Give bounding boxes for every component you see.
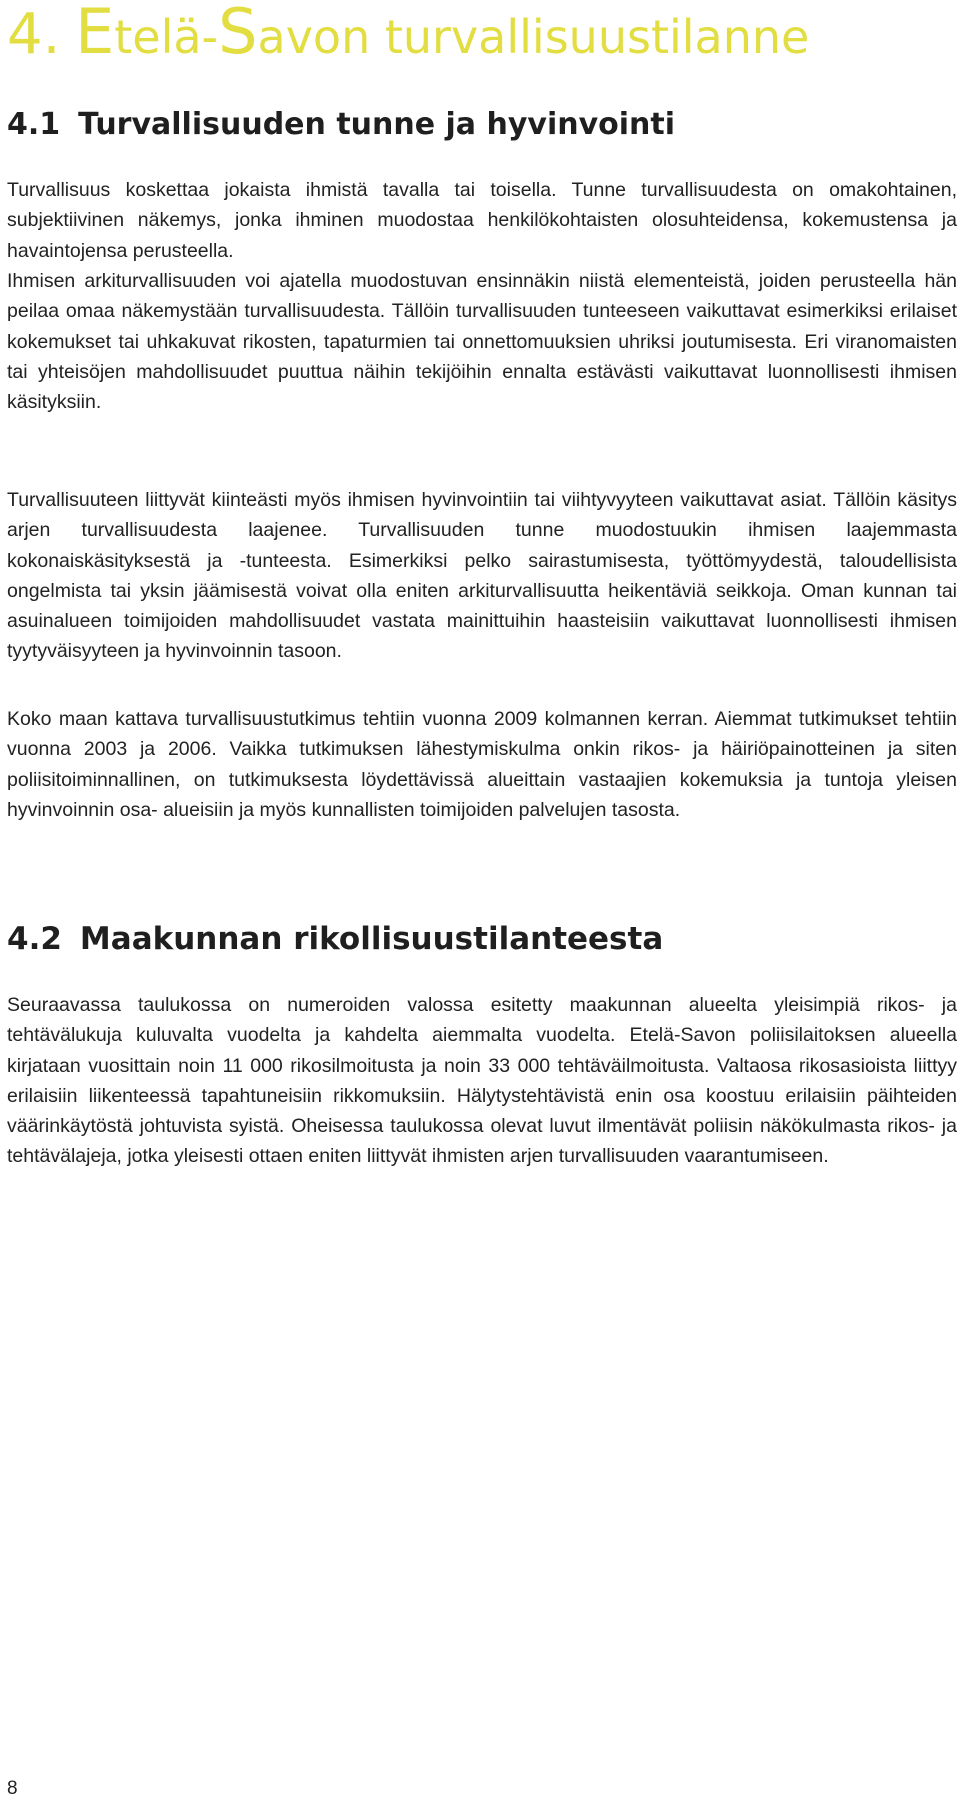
section-number: 4.1 — [7, 107, 61, 142]
section-number: 4.2 — [7, 921, 62, 957]
paragraph: Turvallisuuteen liittyvät kiinteästi myös ihmisen hyvinvointiin tai viihtyvyyteen vaikuttavat asiat. Tällöin käsitys arjen turvallisuudesta laajenee. Turvallisuuden tunne muodostuukin ihmisen laajemmasta kokonaiskäsityksestä ja -tunteesta. Esimerkiksi pelko sairastumisesta, työttömyydestä, taloudellisista ongelmista tai yksin jäämisestä voivat olla eniten arkiturvallisuutta heikentäviä seikkoja. Oman kunnan tai asuinalueen toimijoiden mahdollisuudet vastata mainittuihin haasteisiin vaikuttavat luonnollisesti ihmisen tyytyväisyyteen ja hyvinvoinnin tasoon. — [7, 489, 957, 663]
chapter-title-part: E — [75, 0, 115, 68]
section-title: Turvallisuuden tunne ja hyvinvointi — [78, 107, 676, 142]
chapter-number: 4. — [7, 2, 61, 67]
chapter-title — [7, 2, 809, 67]
paragraph: Turvallisuus koskettaa jokaista ihmistä tavalla tai toisella. Tunne turvallisuudesta on omakohtainen, subjektiivinen näkemys, jonka ihminen muodostaa henkilökohtaisten olosuhteidensa, kokemustensa ja havaintojensa perusteella. — [7, 179, 957, 262]
section-heading-4-1 — [7, 105, 675, 145]
chapter-title-part: telä- — [114, 10, 219, 64]
paragraph: Koko maan kattava turvallisuustutkimus tehtiin vuonna 2009 kolmannen kerran. Aiemmat tutkimukset tehtiin vuonna 2003 ja 2006. Vaikka tutkimuksen lähestymiskulma onkin rikos- ja häiriöpainotteinen ja siten poliisitoiminnallinen, on tutkimuksesta löydettävissä alueittain vastaajien kokemuksia ja tuntoja yleisen hyvinvoinnin osa- alueisiin ja myös kunnallisten toimijoiden palvelujen tasosta. — [7, 708, 957, 821]
paragraph: Ihmisen arkiturvallisuuden voi ajatella muodostuvan ensinnäkin niistä elementeistä, joiden perusteella hän peilaa omaa näkemystään turvallisuudesta. Tällöin turvallisuuden tunteeseen vaikuttavat esimerkiksi erilaiset kokemukset tai uhkakuvat rikosten, tapaturmien tai onnettomuuksien uhriksi joutumisesta. Eri viranomaisten tai yhteisöjen mahdollisuudet puuttua näihin tekijöihin ennalta estävästi vaikuttavat luonnollisesti ihmisen käsityksiin. — [7, 270, 957, 414]
section-title: Maakunnan rikollisuustilanteesta — [79, 921, 664, 957]
chapter-title-part: avon turvallisuustilanne — [257, 10, 810, 64]
chapter-title-part: S — [218, 0, 258, 68]
paragraph: Seuraavassa taulukossa on numeroiden valossa esitetty maakunnan alueelta yleisimpiä rikos- ja tehtävälukuja kuluvalta vuodelta ja kahdelta aiemmalta vuodelta. Etelä-Savon poliisilaitoksen alueella kirjataan vuosittain noin 11 000 rikosilmoitusta ja noin 33 000 tehtäväilmoitusta. Valtaosa rikosasioista liittyy erilaisiin liikenteessä tapahtuneisiin rikkomuksiin. Hälytystehtävistä enin osa koostuu erilaisiin päihteiden väärinkäytöstä johtuvista syistä. Oheisessa taulukossa olevat luvut ilmentävät poliisin näkökulmasta rikos- ja tehtävälajeja, jotka yleisesti ottaen eniten liittyvät ihmisten arjen turvallisuuden vaarantumiseen. — [7, 994, 957, 1168]
section-heading-4-2 — [7, 918, 663, 960]
page-number: 8 — [7, 1778, 18, 1799]
